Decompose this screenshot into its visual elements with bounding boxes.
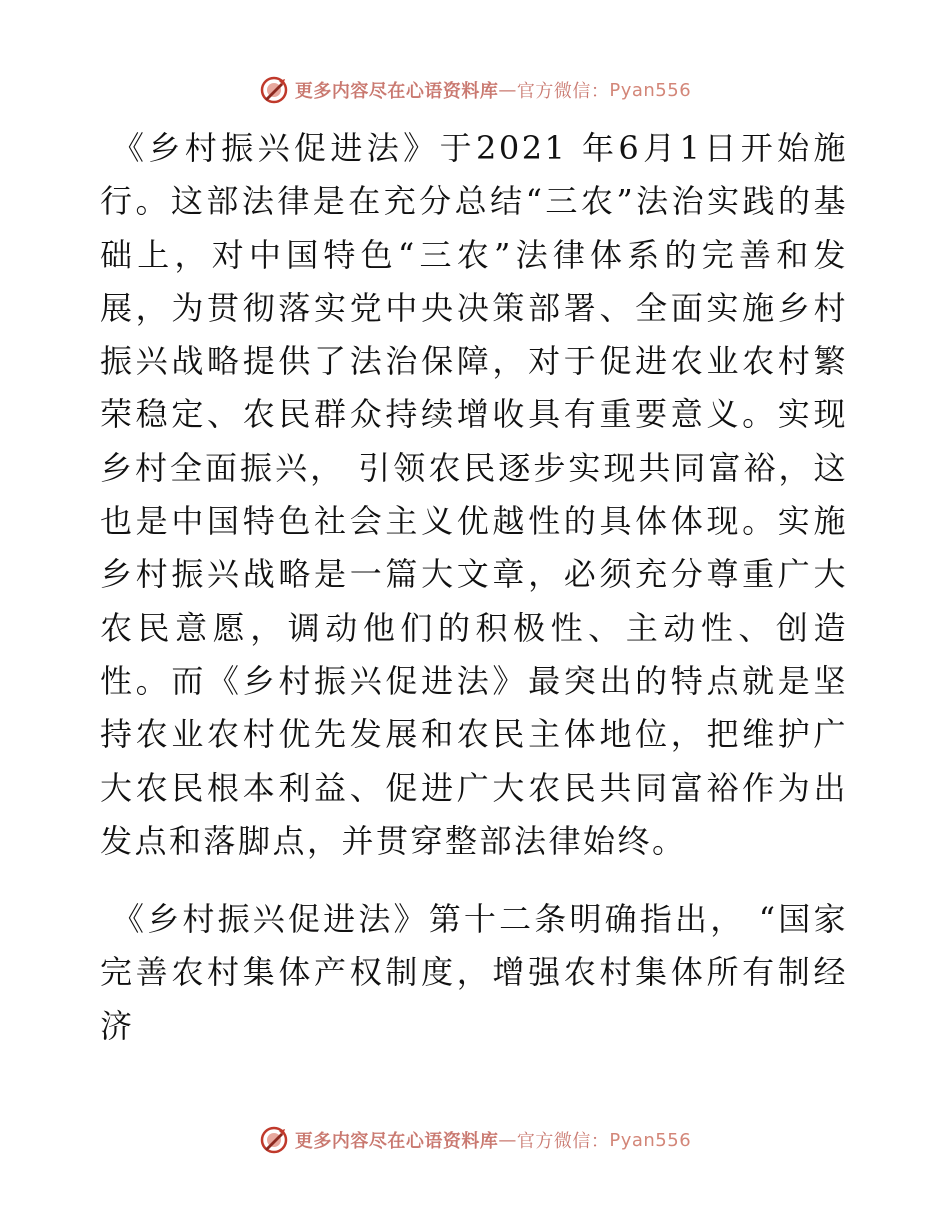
footer-banner-text — [295, 1127, 691, 1153]
banner-wechat-id: Pyan556 — [609, 79, 692, 101]
banner-wechat-label: 官方微信： — [516, 81, 610, 102]
footer-banner — [0, 1122, 950, 1158]
paragraph-2: 《乡村振兴促进法》第十二条明确指出， “国家完善农村集体产权制度，增强农村集体所有制经济 — [100, 900, 848, 1045]
pen-seal-icon — [259, 1125, 289, 1155]
banner-slogan: 更多内容尽在心语资料库 — [294, 1131, 499, 1152]
banner-wechat-id: Pyan556 — [609, 1129, 692, 1151]
pen-seal-icon — [259, 75, 289, 105]
banner-dash: — — [498, 79, 517, 101]
banner-dash: — — [498, 1129, 517, 1151]
header-banner-text — [295, 77, 691, 103]
document-body — [100, 122, 848, 1053]
header-banner — [0, 72, 950, 108]
banner-wechat-label: 官方微信： — [516, 1131, 610, 1152]
banner-slogan: 更多内容尽在心语资料库 — [294, 81, 499, 102]
paragraph-1: 《乡村振兴促进法》于2021 年6月1日开始施行。这部法律是在充分总结“三农”法治实践的基础上，对中国特色“三农”法律体系的完善和发展，为贯彻落实党中央决策部署、全面实施乡村振兴战略提供了法治保障，对于促进农业农村繁荣稳定、农民群众持续增收具有重要意义。实现乡村全面振兴， 引领农民逐步实现共同富裕，这也是中国特色社会主义优越性的具体体现。实施乡村振兴战略是一篇大文章，必须充分尊重广大农民意愿，调动他们的积极性、主动性、创造性。而《乡村振兴促进法》最突出的特点就是坚持农业农村优先发展和农民主体地位，把维护广大农民根本利益、促进广大农民共同富裕作为出发点和落脚点，并贯穿整部法律始终。 — [100, 129, 848, 860]
